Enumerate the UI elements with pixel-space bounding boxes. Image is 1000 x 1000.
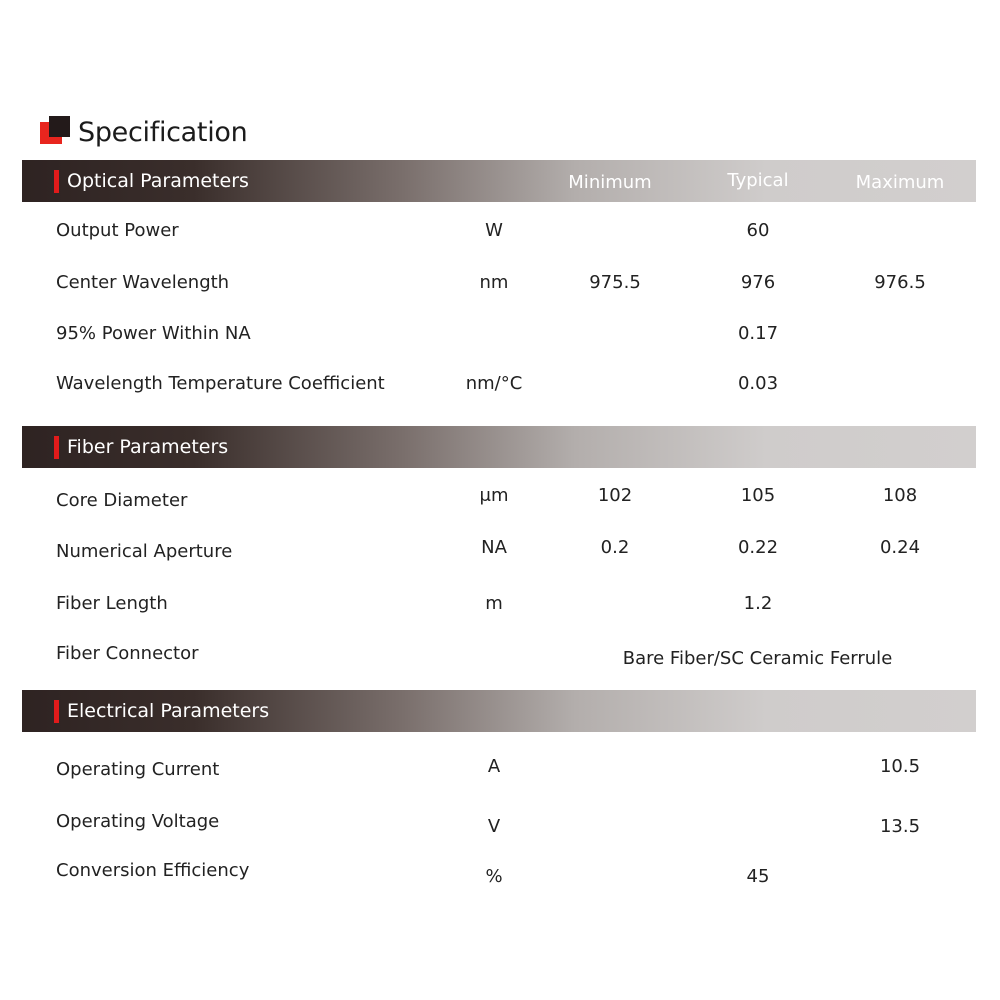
param-max <box>830 216 970 246</box>
param-min <box>545 856 685 886</box>
spec-heading <box>40 112 247 152</box>
param-unit: W <box>485 220 503 241</box>
param-typical: 976 <box>740 272 776 293</box>
param-name: Fiber Length <box>56 593 168 614</box>
table-row <box>0 639 1000 669</box>
section-accent-mark <box>54 700 59 723</box>
param-name: Operating Voltage <box>56 811 220 832</box>
table-row <box>0 216 1000 246</box>
param-name: Conversion Efficiency <box>56 860 250 881</box>
param-unit: NA <box>481 537 507 558</box>
param-unit: V <box>487 816 501 837</box>
param-typical: 60 <box>746 220 770 241</box>
section-accent-mark <box>54 170 59 193</box>
param-min: 975.5 <box>589 272 641 293</box>
param-typical: 45 <box>746 866 770 887</box>
table-row <box>0 752 1000 782</box>
param-unit <box>442 639 546 669</box>
table-row <box>0 268 1000 298</box>
column-header-typical: Typical <box>727 170 789 191</box>
param-min <box>545 807 685 837</box>
param-name: Output Power <box>56 220 179 241</box>
param-unit: m <box>485 593 503 614</box>
column-header-maximum: Maximum <box>855 172 945 193</box>
param-max: 10.5 <box>879 756 921 777</box>
section-title: Optical Parameters <box>67 170 249 192</box>
column-header-minimum: Minimum <box>568 172 652 193</box>
param-unit: nm <box>479 272 509 293</box>
section-accent-mark <box>54 436 59 459</box>
param-typical <box>688 752 828 782</box>
param-unit: nm/°C <box>465 373 523 394</box>
param-typical <box>688 807 828 837</box>
param-unit: μm <box>479 485 509 506</box>
param-typical: 0.03 <box>737 373 779 394</box>
param-value: Bare Fiber/SC Ceramic Ferrule <box>622 648 893 669</box>
param-name: 95% Power Within NA <box>56 323 251 344</box>
table-row <box>0 319 1000 349</box>
param-unit: % <box>485 866 503 887</box>
param-min <box>545 216 685 246</box>
param-typical: 0.22 <box>737 537 779 558</box>
table-row <box>0 807 1000 837</box>
param-name: Operating Current <box>56 759 220 780</box>
param-max <box>830 589 970 619</box>
param-name: Fiber Connector <box>56 643 199 664</box>
param-name: Numerical Aperture <box>56 541 233 562</box>
param-max <box>830 319 970 349</box>
param-max: 976.5 <box>874 272 926 293</box>
param-max: 0.24 <box>879 537 921 558</box>
table-row <box>0 856 1000 886</box>
param-name: Core Diameter <box>56 490 188 511</box>
table-row <box>0 481 1000 511</box>
param-min <box>545 319 685 349</box>
param-min <box>545 589 685 619</box>
param-max: 13.5 <box>879 816 921 837</box>
param-max: 108 <box>882 485 918 506</box>
param-min <box>545 752 685 782</box>
table-row <box>0 589 1000 619</box>
param-name: Wavelength Temperature Coefficient <box>56 373 385 394</box>
param-unit: A <box>487 756 501 777</box>
param-min: 0.2 <box>600 537 630 558</box>
param-unit <box>442 319 546 349</box>
section-header-optical <box>22 160 976 202</box>
page-title: Specification <box>78 116 248 148</box>
section-header-electrical <box>22 690 976 732</box>
param-name: Center Wavelength <box>56 272 230 293</box>
param-typical: 1.2 <box>743 593 773 614</box>
table-row <box>0 369 1000 399</box>
param-max <box>830 369 970 399</box>
param-min: 102 <box>597 485 633 506</box>
param-min <box>545 369 685 399</box>
param-typical: 105 <box>740 485 776 506</box>
param-max <box>830 856 970 886</box>
brand-logo-icon <box>40 116 72 148</box>
table-row <box>0 533 1000 563</box>
section-header-fiber <box>22 426 976 468</box>
param-typical: 0.17 <box>737 323 779 344</box>
section-title: Fiber Parameters <box>67 436 229 458</box>
section-title: Electrical Parameters <box>67 700 270 722</box>
